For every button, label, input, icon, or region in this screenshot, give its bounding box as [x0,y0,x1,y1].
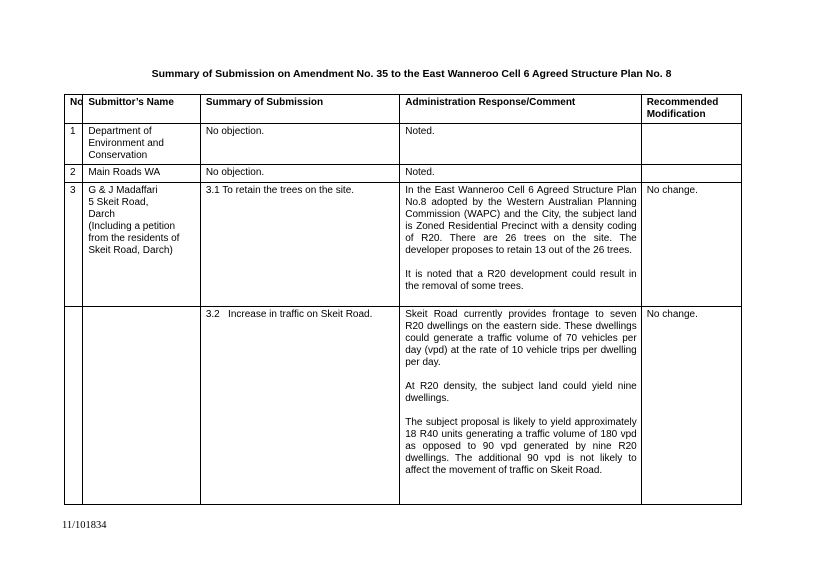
header-submittor-name: Submittor’s Name [83,95,201,124]
response-paragraph: In the East Wanneroo Cell 6 Agreed Structure Plan No.8 adopted by the Western Australian Planning Commission (WAPC) and the City, the subject land is Zoned Residential Precinct with a density coding of R20. There are 26 trees on the site. The developer proposes to retain 13 out of the 26 trees. [405,185,637,256]
cell-no: 2 [65,165,83,183]
response-paragraph: Skeit Road currently provides frontage to seven R20 dwellings on the eastern side. These dwellings could generate a traffic volume of 70 vehicles per day (vpd) at the rate of 10 vehicle trips per dwelling per day. [405,309,637,368]
response-paragraph: Noted. [405,126,435,137]
cell-modification: No change. [641,307,741,505]
cell-submittor-name: Main Roads WA [83,165,201,183]
paragraph-spacer [405,369,636,381]
cell-submittor-name: G & J Madaffari 5 Skeit Road, Darch (Including a petition from the residents of Skeit Road, Darch) [83,183,201,307]
cell-submittor-name [83,307,201,505]
table-row [65,124,742,165]
cell-response [400,124,641,165]
cell-no [65,307,83,505]
cell-no: 1 [65,124,83,165]
table-row [65,307,742,505]
table-row [65,183,742,307]
header-response: Administration Response/Comment [400,95,641,124]
cell-summary: No objection. [200,124,399,165]
cell-response [400,165,641,183]
cell-submittor-name: Department of Environment and Conservation [83,124,201,165]
cell-modification [641,124,741,165]
response-paragraph: The subject proposal is likely to yield approximately 18 R40 units generating a traffic volume of 180 vpd as opposed to 90 vpd generated by nine R20 dwellings. The additional 90 vpd is not likely to affect the movement of traffic on Skeit Road. [405,417,637,476]
cell-summary: No objection. [200,165,399,183]
table-header-row [65,95,742,124]
cell-modification [641,165,741,183]
header-no: No [65,95,83,124]
response-paragraph: At R20 density, the subject land could yield nine dwellings. [405,381,637,404]
paragraph-spacer [405,257,636,269]
response-paragraph: Noted. [405,167,435,178]
cell-modification: No change. [641,183,741,307]
response-paragraph: It is noted that a R20 development could result in the removal of some trees. [405,269,637,292]
document-title: Summary of Submission on Amendment No. 35 to the East Wanneroo Cell 6 Agreed Structure Plan No. 8 [151,68,672,80]
document-reference-number: 11/101834 [62,520,107,531]
cell-response [400,183,641,307]
cell-summary: 3.2 Increase in traffic on Skeit Road. [200,307,399,505]
header-modification: Recommended Modification [641,95,741,124]
cell-no: 3 [65,183,83,307]
paragraph-spacer [405,405,636,417]
cell-response [400,307,641,505]
submissions-table [64,94,742,505]
table-row [65,165,742,183]
cell-summary: 3.1 To retain the trees on the site. [200,183,399,307]
header-summary: Summary of Submission [200,95,399,124]
